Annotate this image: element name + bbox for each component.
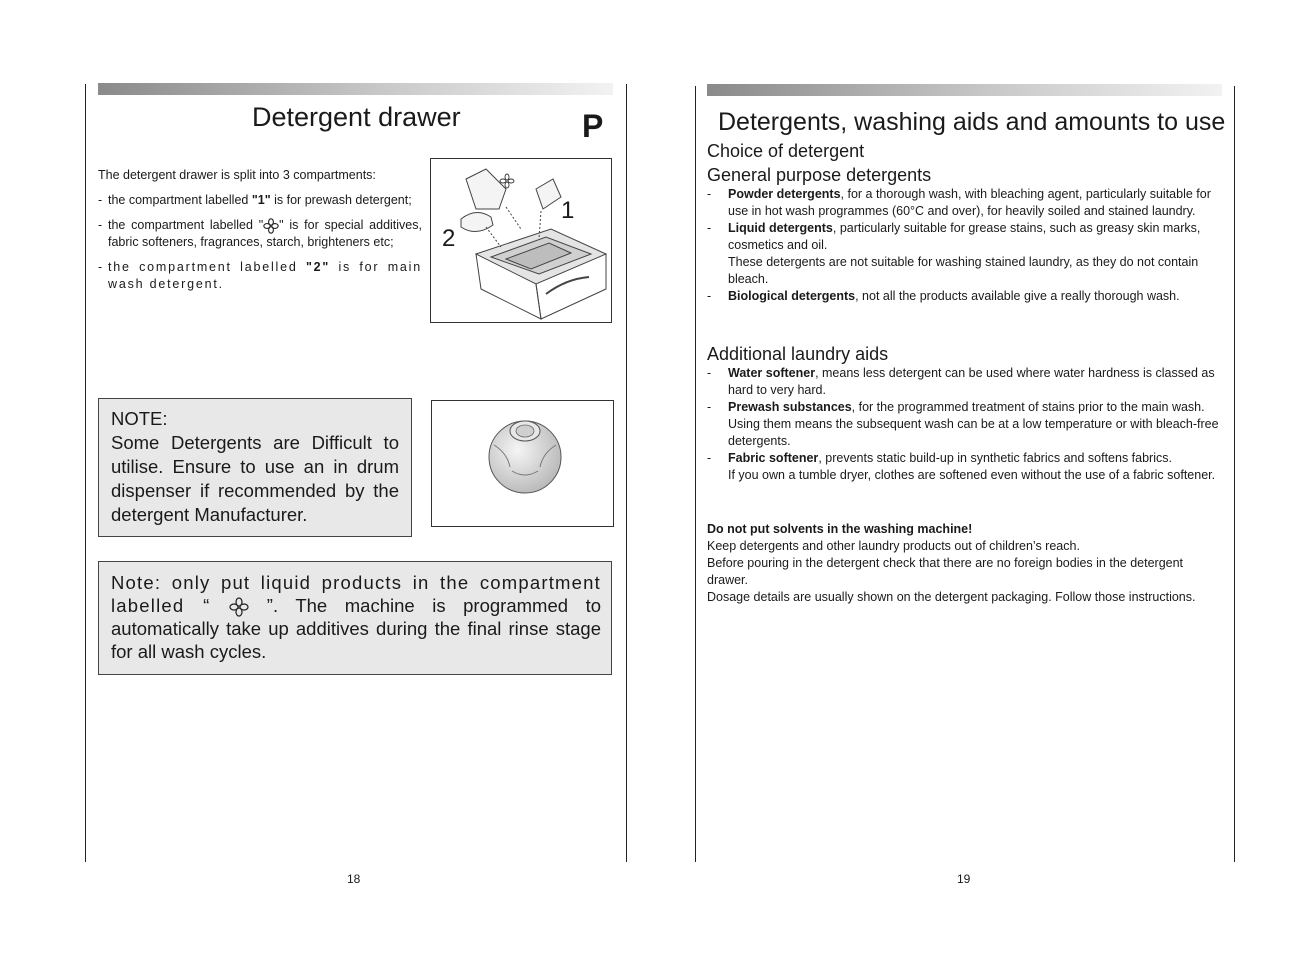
list-item: - Biological detergents, not all the products available give a really thorough wash.	[707, 289, 1180, 303]
compartment-intro: The detergent drawer is split into 3 compartments:	[98, 168, 376, 182]
compartment-list	[98, 167, 422, 301]
laundry-aids-list	[707, 365, 1222, 484]
note-heading: NOTE:	[111, 408, 168, 429]
additive-flower-icon	[263, 218, 279, 234]
page-title: Detergent drawer	[252, 102, 461, 132]
right-header-bar	[707, 84, 1222, 96]
warning-heading: Do not put solvents in the washing machine!	[707, 522, 973, 536]
right-margin-line	[1234, 86, 1235, 862]
list-item: - Water softener, means less detergent can be used where water hardness is classed as hard to very hard.	[707, 366, 1215, 397]
note2-text-start: Note: only put liquid products in the compartment labelled “	[111, 572, 601, 616]
list-item: - the compartment labelled "2" is for main wash detergent.	[98, 260, 422, 291]
page-number-right: 19	[957, 872, 971, 886]
dispenser-ball-drawing	[432, 401, 613, 526]
left-header-bar	[98, 83, 613, 95]
section-heading-general: General purpose detergents	[707, 165, 932, 185]
warning-line: Before pouring in the detergent check that there are no foreign bodies in the detergent drawer.	[707, 556, 1184, 587]
list-item: - the compartment labelled " " is for special additives, fabric softeners, fragrances, starch, brighteners etc;	[98, 218, 422, 249]
list-item: - Fabric softener, prevents static build-up in synthetic fabrics and softens fabrics. If you own a tumble dryer, clothes are softened even without the use of a fabric softener.	[707, 451, 1216, 482]
language-tab-letter: P	[582, 108, 604, 144]
left-margin-line	[85, 84, 86, 862]
section-heading-choice: Choice of detergent	[707, 141, 865, 161]
drawer-drawing	[431, 159, 611, 322]
note-box-liquid-products	[98, 561, 612, 675]
safety-warning-block	[707, 521, 1222, 606]
drawer-illustration	[430, 158, 612, 323]
figure-label-2: 2	[442, 225, 456, 252]
left-page-right-line	[626, 84, 627, 862]
page-title-right: Detergents, washing aids and amounts to use	[718, 108, 1226, 136]
list-item: - Prewash substances, for the programmed treatment of stains prior to the main wash. Using them means the subsequent wash can be at a low temperature or with bleach-free detergents.	[707, 400, 1219, 448]
list-item: - Liquid detergents, particularly suitable for grease stains, such as greasy skin marks, cosmetics and oil. These detergents are not suitable for washing stained laundry, as they do not contain bleach.	[707, 221, 1201, 286]
right-page-left-line	[695, 86, 696, 862]
additive-flower-icon	[229, 597, 249, 617]
section-heading-aids: Additional laundry aids	[707, 344, 889, 364]
warning-line: Keep detergents and other laundry products out of children’s reach.	[707, 539, 1080, 553]
page-number-left: 18	[347, 872, 361, 886]
list-item: - Powder detergents, for a thorough wash, with bleaching agent, particularly suitable for use in hot wash programmes (60°C and over), for heavily soiled and stained laundry.	[707, 187, 1211, 218]
note2-text-end: ”. The machine is programmed to automatically take up additives during the final rinse stage for all wash cycles.	[111, 595, 601, 663]
list-item: - the compartment labelled "1" is for prewash detergent;	[98, 193, 412, 207]
general-detergent-list	[707, 186, 1222, 305]
figure-label-1: 1	[561, 197, 575, 224]
note-body: Some Detergents are Difficult to utilise. Ensure to use an in drum dispenser if recommended by the detergent Manufacturer.	[111, 432, 399, 525]
note-box-dispenser	[98, 398, 412, 537]
warning-line: Dosage details are usually shown on the detergent packaging. Follow those instructions.	[707, 590, 1196, 604]
dispenser-ball-illustration	[431, 400, 614, 527]
